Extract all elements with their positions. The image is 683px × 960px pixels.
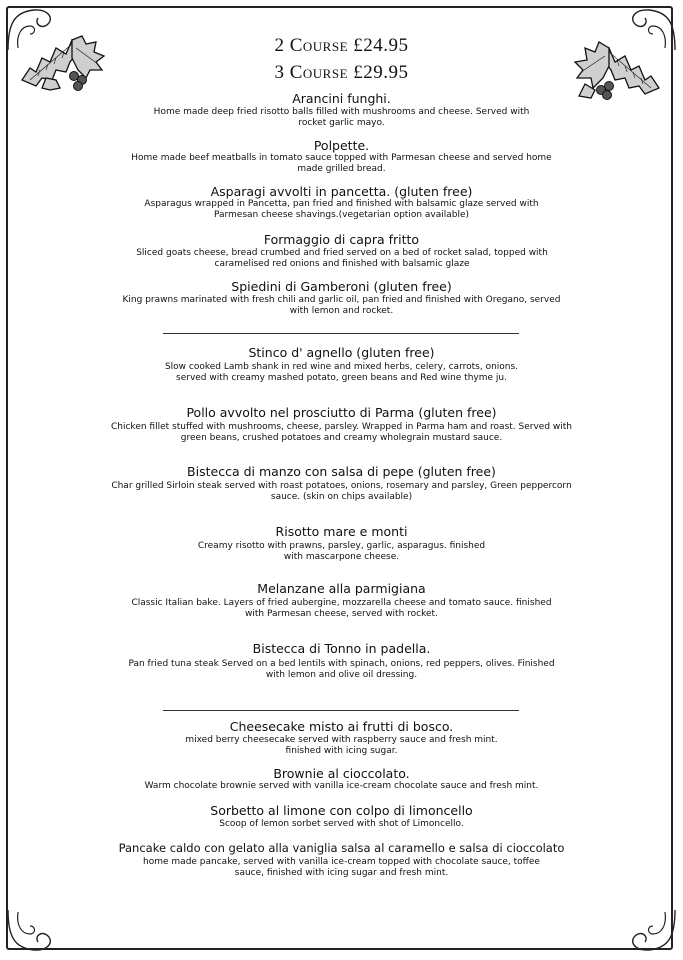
dish-description: Char grilled Sirloin steak served with roast potatoes, onions, rosemary and parsley, Green peppercorn sauce. (skin on chips available) xyxy=(111,481,572,502)
dish-title: Risotto mare e monti xyxy=(275,524,408,539)
dish-title: Polpette. xyxy=(313,138,370,153)
dish-title: Formaggio di capra fritto xyxy=(263,232,420,247)
dish-description: Sliced goats cheese, bread crumbed and fried served on a bed of rocket salad, topped with caramelised red onions and finished with balsamic glaze xyxy=(136,248,548,269)
section-divider xyxy=(163,333,519,334)
dish-description: Home made beef meatballs in tomato sauce topped with Parmesan cheese and served home made grilled bread. xyxy=(131,153,552,174)
dish-description: Classic Italian bake. Layers of fried aubergine, mozzarella cheese and tomato sauce. finished with Parmesan cheese, served with rocket. xyxy=(131,598,552,619)
corner-swirl-bottom-right-icon xyxy=(619,906,679,956)
dish-title: Asparagi avvolti in pancetta. (gluten free) xyxy=(210,184,473,199)
dish-description: Pan fried tuna steak Served on a bed lentils with spinach, onions, red peppers, olives. Finished with lemon and olive oil dressing. xyxy=(128,659,555,680)
dish-description: Scoop of lemon sorbet served with shot of Limoncello. xyxy=(219,819,464,829)
dish-title: Bistecca di Tonno in padella. xyxy=(252,641,431,656)
dish-description: Creamy risotto with prawns, parsley, garlic, asparagus. finished with mascarpone cheese. xyxy=(197,541,486,562)
dish-description: mixed berry cheesecake served with raspberry sauce and fresh mint. finished with icing sugar. xyxy=(185,735,498,756)
dish-title: Sorbetto al limone con colpo di limoncello xyxy=(210,803,473,818)
dish-description: Slow cooked Lamb shank in red wine and mixed herbs, celery, carrots, onions. served with creamy mashed potato, green beans and Red wine thyme ju. xyxy=(164,362,519,383)
section-divider xyxy=(163,710,519,711)
dish-title: Pancake caldo con gelato alla vaniglia salsa al caramello e salsa di cioccolato xyxy=(118,841,565,855)
dish-description: Chicken fillet stuffed with mushrooms, cheese, parsley. Wrapped in Parma ham and roast. Served with green beans, crushed potatoes and creamy wholegrain mustard sauce. xyxy=(111,422,572,443)
dish-description: Home made deep fried risotto balls filled with mushrooms and cheese. Served with rocket garlic mayo. xyxy=(153,107,530,128)
dish-title: Spiedini di Gamberoni (gluten free) xyxy=(231,279,452,294)
dish-description: Asparagus wrapped in Pancetta, pan fried and finished with balsamic glaze served with Parmesan cheese shavings.(vegetarian option available) xyxy=(144,199,539,220)
dish-title: Cheesecake misto ai frutti di bosco. xyxy=(229,719,454,734)
dish-title: Melanzane alla parmigiana xyxy=(257,581,426,596)
dish-title: Arancini funghi. xyxy=(292,91,391,106)
price-two-course: 2 Course £24.95 xyxy=(274,35,409,56)
dish-description: Warm chocolate brownie served with vanilla ice-cream chocolate sauce and fresh mint. xyxy=(144,781,539,791)
dish-description: home made pancake, served with vanilla ice-cream topped with chocolate sauce, toffee sauce, finished with icing sugar and fresh mint. xyxy=(143,857,540,878)
price-three-course: 3 Course £29.95 xyxy=(274,62,409,83)
dish-description: King prawns marinated with fresh chili and garlic oil, pan fried and finished with Oregano, served with lemon and rocket. xyxy=(122,295,561,316)
dish-title: Brownie al cioccolato. xyxy=(273,766,410,781)
dish-title: Bistecca di manzo con salsa di pepe (gluten free) xyxy=(187,464,496,479)
dish-title: Pollo avvolto nel prosciutto di Parma (gluten free) xyxy=(186,405,497,420)
dish-title: Stinco d' agnello (gluten free) xyxy=(248,345,435,360)
corner-swirl-bottom-left-icon xyxy=(4,906,64,956)
